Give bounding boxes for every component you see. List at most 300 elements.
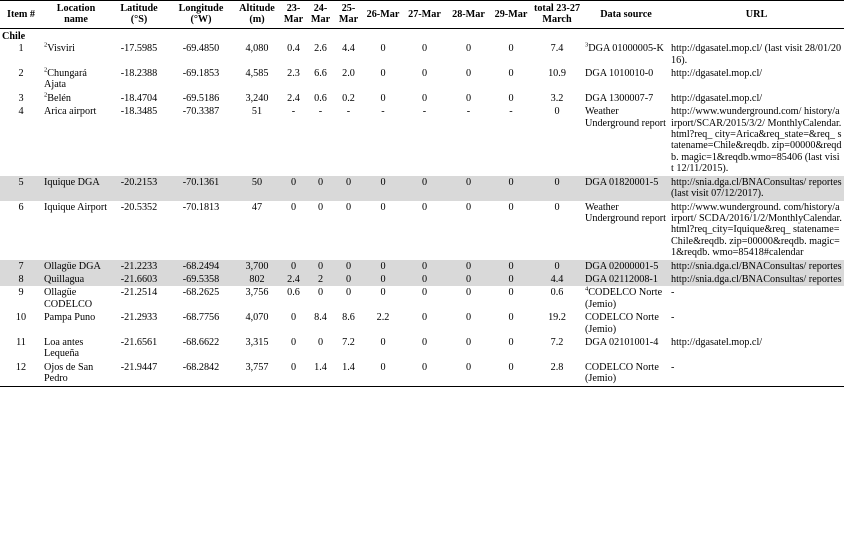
mar-28-cell [446,361,491,386]
total-text: 19.2 [548,312,566,324]
mar-27-cell [403,311,446,336]
location-name-text: Chungará Ajata [44,68,87,91]
mar-26-cell [363,105,403,175]
url-text: http://dgasatel.mop.cl/ [671,68,763,80]
item-number-text: 12 [15,361,27,373]
mar-29-cell [491,92,531,105]
col-header-23-mar: 23-Mar [283,3,304,26]
mar-27-cell [403,361,446,386]
mar-27-cell [403,336,446,361]
col-header-url: URL [745,8,768,20]
mar-24-text: 0 [317,287,324,299]
url-text: - [671,287,675,299]
mar-24-text: 2 [317,273,324,285]
latitude-cell [110,105,168,175]
data-source-text: DGA 02112008-1 [585,273,658,285]
item-number-text: 9 [18,287,24,299]
mar-26-text: 0 [380,273,386,285]
url-text: http://dgasatel.mop.cl/ [671,336,763,348]
longitude-text: -68.7756 [182,312,220,324]
item-number-text: 2 [18,68,24,80]
mar-26-text: 0 [380,43,386,55]
latitude-cell [110,361,168,386]
mar-28-cell [446,311,491,336]
data-source-cell [583,311,669,336]
location-name-text: Arica airport [44,106,97,118]
mar-29-text: 0 [508,273,514,285]
total-cell [531,42,583,67]
longitude-text: -70.1813 [182,201,220,213]
total-cell [531,336,583,361]
location-name-cell [42,92,110,105]
data-source-cell [583,92,669,105]
item-number-cell [0,92,42,105]
mar-29-cell [491,42,531,67]
mar-27-text: 0 [421,92,428,104]
table-row [0,201,844,260]
latitude-text: -18.3485 [120,106,158,118]
location-name-text: Ollagüe DGA [44,260,101,272]
data-source-cell [583,42,669,67]
item-number-cell [0,286,42,311]
mar-24-text: 0.6 [314,92,327,104]
total-text: 0 [554,201,560,213]
mar-27-text: 0 [421,336,428,348]
data-source-cell [583,201,669,260]
mar-27-cell [403,67,446,92]
latitude-text: -21.2233 [120,260,158,272]
table-body [0,28,844,386]
mar-28-text: - [466,106,471,118]
mar-29-cell [491,286,531,311]
data-source-cell [583,286,669,311]
item-number-text: 6 [18,201,24,213]
mar-23-text: 0 [290,176,297,188]
total-text: 4.4 [550,273,564,285]
section-row [0,28,844,42]
mar-29-cell [491,67,531,92]
mar-25-text: 0.2 [342,92,355,104]
mar-26-cell [363,42,403,67]
location-name-cell [42,105,110,175]
mar-29-cell [491,311,531,336]
latitude-text: -21.6603 [120,273,158,285]
longitude-cell [168,201,234,260]
latitude-text: -21.2514 [120,287,158,299]
mar-29-cell [491,336,531,361]
mar-26-cell [363,176,403,201]
altitude-text: 50 [251,176,263,188]
mar-25-text: 0 [345,287,352,299]
mar-24-text: 0 [317,260,324,272]
item-number-text: 7 [18,260,24,272]
data-source-text: DGA 02101001-4 [585,336,659,348]
total-cell [531,201,583,260]
col-header-longitude: Longitude (°W) [178,3,224,26]
mar-24-cell [307,92,334,105]
mar-25-text: - [346,106,351,118]
longitude-cell [168,286,234,311]
mar-26-text: 2.2 [376,312,390,324]
mar-24-text: 2.6 [314,43,327,55]
longitude-text: -69.5186 [182,92,220,104]
mar-29-text: - [509,106,513,118]
mar-27-cell [403,92,446,105]
mar-23-cell [280,273,307,286]
mar-24-text: 0 [317,336,324,348]
mar-23-text: 0.6 [287,287,300,299]
mar-27-text: 0 [421,43,428,55]
mar-28-cell [446,42,491,67]
data-source-cell [583,176,669,201]
mar-29-text: 0 [508,336,514,348]
mar-26-cell [363,361,403,386]
longitude-text: -68.6622 [182,336,220,348]
mar-26-text: 0 [380,201,386,213]
mar-25-cell [334,105,363,175]
data-source-cell [583,67,669,92]
header-row [0,1,844,29]
col-header-25-mar: 25-Mar [338,3,359,26]
location-name-cell [42,336,110,361]
location-name-cell [42,42,110,67]
url-text: - [671,312,675,324]
mar-25-cell [334,201,363,260]
location-name-cell [42,311,110,336]
url-text: http://dgasatel.mop.cl/ (last visit 28/01/2016). [671,43,842,66]
col-header-24-mar: 24-Mar [310,3,331,26]
mar-24-cell [307,105,334,175]
item-number-cell [0,273,42,286]
mar-29-text: 0 [508,43,514,55]
url-cell [669,42,844,67]
data-source-text: CODELCO Norte (Jemio) [585,287,663,310]
mar-26-cell [363,67,403,92]
item-number-cell [0,260,42,273]
data-source-text: Weather Underground report [585,106,667,129]
location-name-text: Pampa Puno [44,312,96,324]
mar-27-text: 0 [421,273,428,285]
footnote-marker: 2 [44,91,48,99]
location-name-cell [42,361,110,386]
url-cell [669,105,844,175]
altitude-text: 3,240 [245,92,269,104]
mar-23-text: 0 [290,312,297,324]
url-text: http://www.wunderground.com/ history/airport/SCAR/2015/3/2/ MonthlyCalendar.html?req_ city=Arica&req_state=&req_ statename=Chile&reqdb. zip=00000&reqdb. magic=1&reqdb.wmo=85406 (last visit 12/11/2015). [671,106,842,175]
total-text: 7.2 [550,336,564,348]
url-cell [669,286,844,311]
latitude-cell [110,260,168,273]
mar-28-cell [446,336,491,361]
longitude-cell [168,176,234,201]
item-number-text: 5 [18,176,24,188]
col-header-data-source: Data source [600,8,652,20]
mar-24-cell [307,286,334,311]
longitude-cell [168,42,234,67]
table-row [0,92,844,105]
mar-23-text: - [291,106,296,118]
altitude-cell [234,286,280,311]
mar-23-cell [280,201,307,260]
mar-24-cell [307,67,334,92]
col-header-latitude: Latitude (°S) [120,3,158,26]
location-name-text: Iquique DGA [44,176,100,188]
longitude-cell [168,105,234,175]
mar-25-text: 0 [345,201,352,213]
longitude-cell [168,273,234,286]
mar-25-text: 0 [345,273,352,285]
col-header-altitude: Altitude (m) [239,3,275,26]
mar-24-cell [307,336,334,361]
location-name-text: Belén [47,92,72,104]
item-number-cell [0,201,42,260]
url-text: http://dgasatel.mop.cl/ [671,92,763,104]
total-text: 0.6 [550,287,564,299]
altitude-text: 802 [249,273,265,285]
mar-23-cell [280,176,307,201]
longitude-text: -69.5358 [182,273,220,285]
mar-25-text: 1.4 [342,361,355,373]
url-cell [669,92,844,105]
footnote-marker: 2 [44,41,48,49]
latitude-text: -20.5352 [120,201,158,213]
longitude-cell [168,361,234,386]
mar-27-cell [403,176,446,201]
table-row [0,311,844,336]
mar-27-text: 0 [421,260,428,272]
longitude-cell [168,260,234,273]
mar-28-cell [446,273,491,286]
total-cell [531,361,583,386]
mar-27-cell [403,201,446,260]
mar-25-cell [334,273,363,286]
latitude-text: -18.4704 [120,92,158,104]
mar-24-cell [307,260,334,273]
latitude-cell [110,92,168,105]
mar-23-cell [280,311,307,336]
mar-28-text: 0 [465,68,472,80]
mar-28-text: 0 [465,201,472,213]
mar-29-cell [491,273,531,286]
mar-28-cell [446,260,491,273]
mar-25-text: 7.2 [342,336,355,348]
mar-25-text: 0 [345,176,352,188]
total-cell [531,311,583,336]
data-source-cell [583,260,669,273]
table-row [0,67,844,92]
table-row [0,176,844,201]
col-header-29-mar: 29-Mar [494,8,528,20]
mar-29-text: 0 [508,201,514,213]
longitude-cell [168,311,234,336]
latitude-text: -20.2153 [120,176,158,188]
altitude-cell [234,92,280,105]
data-source-text: DGA 01820001-5 [585,176,659,188]
table-row [0,105,844,175]
total-text: 10.9 [548,68,566,80]
mar-23-cell [280,67,307,92]
latitude-cell [110,273,168,286]
data-source-text: CODELCO Norte (Jemio) [585,312,659,335]
table-row [0,42,844,67]
latitude-text: -18.2388 [120,68,158,80]
altitude-cell [234,361,280,386]
url-text: http://www.wunderground. com/history/airport/ SCDA/2016/1/2/MonthlyCalendar. html?req_city=Iquique&req_ statename=Chile&reqdb. zip=00000&reqdb. magic=1&reqdb. wmo=85418#calendar [671,201,842,259]
item-number-text: 8 [18,273,24,285]
location-name-cell [42,67,110,92]
mar-23-cell [280,336,307,361]
mar-26-cell [363,336,403,361]
section-label-chile: Chile [2,30,26,42]
footnote-marker: 2 [44,66,48,74]
altitude-cell [234,336,280,361]
mar-26-text: 0 [380,68,386,80]
altitude-text: 3,315 [245,336,269,348]
mar-24-text: 1.4 [314,361,327,373]
mar-23-cell [280,260,307,273]
mar-27-cell [403,286,446,311]
url-text: http://snia.dga.cl/BNAConsultas/ reportes (last visit 07/12/2017). [671,176,842,200]
total-cell [531,92,583,105]
altitude-text: 51 [251,106,263,118]
location-name-text: Loa antes Lequeña [44,336,84,360]
mar-23-cell [280,105,307,175]
mar-28-text: 0 [465,176,472,188]
mar-23-text: 2.4 [287,273,300,285]
mar-27-text: - [422,106,427,118]
mar-23-text: 0 [290,336,297,348]
longitude-text: -70.1361 [182,176,220,188]
total-cell [531,286,583,311]
mar-23-text: 0 [290,201,297,213]
mar-25-text: 4.4 [342,43,355,55]
mar-28-text: 0 [465,260,472,272]
col-header-location: Location name [56,3,96,26]
mar-27-cell [403,260,446,273]
mar-26-text: 0 [380,336,386,348]
footnote-marker: 4 [585,285,589,293]
mar-23-text: 2.3 [287,68,300,80]
mar-25-cell [334,311,363,336]
mar-26-text: - [381,106,385,118]
mar-25-cell [334,176,363,201]
mar-24-text: 6.6 [314,68,327,80]
mar-29-text: 0 [508,361,514,373]
longitude-text: -68.2842 [182,361,220,373]
mar-28-cell [446,286,491,311]
mar-26-cell [363,260,403,273]
table-row [0,361,844,386]
longitude-text: -69.1853 [182,68,220,80]
location-name-cell [42,260,110,273]
total-text: 7.4 [550,43,564,55]
data-source-cell [583,273,669,286]
mar-27-text: 0 [421,68,428,80]
mar-25-cell [334,42,363,67]
item-number-cell [0,67,42,92]
mar-26-text: 0 [380,260,386,272]
mar-27-cell [403,105,446,175]
mar-26-cell [363,273,403,286]
location-name-text: Ollagüe CODELCO [44,287,93,310]
longitude-text: -68.2625 [182,287,220,299]
latitude-cell [110,311,168,336]
longitude-text: -68.2494 [182,260,220,272]
mar-27-text: 0 [421,287,428,299]
altitude-cell [234,67,280,92]
data-source-text: CODELCO Norte (Jemio) [585,361,659,385]
longitude-cell [168,67,234,92]
mar-25-cell [334,260,363,273]
total-text: 0 [554,176,560,188]
item-number-cell [0,176,42,201]
url-text: - [671,361,675,373]
col-header-27-mar: 27-Mar [408,8,441,20]
url-text: http://snia.dga.cl/BNAConsultas/ reportes [671,273,842,285]
mar-27-cell [403,42,446,67]
url-cell [669,176,844,201]
item-number-text: 1 [18,43,24,55]
total-cell [531,273,583,286]
mar-23-cell [280,92,307,105]
mar-28-text: 0 [465,43,472,55]
latitude-cell [110,201,168,260]
location-name-cell [42,273,110,286]
latitude-text: -17.5985 [120,43,158,55]
url-cell [669,260,844,273]
mar-28-text: 0 [465,361,472,373]
mar-29-text: 0 [508,312,514,324]
location-name-text: Visviri [47,43,75,55]
mar-27-text: 0 [421,176,428,188]
mar-26-text: 0 [380,92,386,104]
altitude-text: 4,585 [245,68,269,80]
mar-27-cell [403,273,446,286]
mar-28-cell [446,105,491,175]
mar-25-cell [334,67,363,92]
table-row [0,273,844,286]
location-name-cell [42,201,110,260]
mar-25-text: 0 [345,260,352,272]
mar-26-cell [363,92,403,105]
url-cell [669,273,844,286]
location-name-cell [42,176,110,201]
mar-28-cell [446,67,491,92]
mar-29-text: 0 [508,176,514,188]
mar-25-cell [334,361,363,386]
mar-25-cell [334,286,363,311]
mar-29-text: 0 [508,68,514,80]
total-cell [531,67,583,92]
longitude-cell [168,92,234,105]
url-cell [669,67,844,92]
altitude-cell [234,201,280,260]
col-header-total: total 23-27 March [533,3,581,26]
mar-28-text: 0 [465,92,472,104]
mar-26-cell [363,286,403,311]
altitude-text: 47 [251,201,263,213]
mar-24-text: 8.4 [314,312,327,324]
mar-24-text: 0 [317,176,324,188]
mar-23-cell [280,361,307,386]
altitude-cell [234,260,280,273]
item-number-text: 11 [16,336,26,348]
mar-24-cell [307,176,334,201]
mar-24-cell [307,361,334,386]
longitude-text: -70.3387 [182,106,220,118]
mar-25-cell [334,336,363,361]
mar-24-cell [307,273,334,286]
